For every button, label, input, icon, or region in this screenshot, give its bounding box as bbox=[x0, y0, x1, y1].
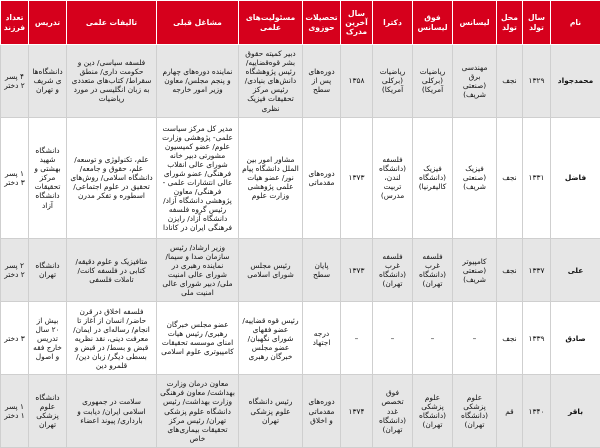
table-row bbox=[1, 117, 600, 238]
cell-publications: متافیزیک و علوم دقیقه/ کتابی در فلسفه کانت/ تاملات فلسفی bbox=[67, 238, 157, 301]
header-teaching: تدریس bbox=[29, 1, 67, 45]
cell-children: ۲ پسر ۲ دختر bbox=[1, 238, 29, 301]
cell-teaching: دانشگاه شهید بهشتی و مرکز تحقیقات دانشگاه آزاد bbox=[29, 117, 67, 238]
cell-last-degree-year: ۱۳۷۳ bbox=[341, 238, 373, 301]
cell-scientific-positions: رئیس قوه قضاییه/ عضو فقهای شورای نگهبان/ عضو مجلس خبرگان رهبری bbox=[239, 302, 303, 375]
cell-last-degree-year: ۱۳۷۳ bbox=[341, 117, 373, 238]
cell-scientific-positions: رئیس مجلس شورای اسلامی bbox=[239, 238, 303, 301]
cell-teaching: دانشگاه علوم پزشکی تهران bbox=[29, 375, 67, 448]
cell-publications: فلسفه اخلاق در قرن حاضر/ انسان از آغاز تا انجام/ رساله‌ای در ایمان/ معرفت دینی، نقد نظریه قبض و بسط/ در قبض و بسطی دیگر/ زبان دین/ قلمرو دین bbox=[67, 302, 157, 375]
cell-children: ۱ پسر ۱ دختر bbox=[1, 375, 29, 448]
cell-name: علی bbox=[551, 238, 600, 301]
cell-master: فلسفه غرب (دانشگاه تهران) bbox=[413, 238, 453, 301]
header-children: تعداد فرزند bbox=[1, 1, 29, 45]
cell-last-degree-year: ۱۳۵۸ bbox=[341, 45, 373, 118]
cell-birthplace: نجف bbox=[497, 45, 523, 118]
cell-seminary: پایان سطح bbox=[303, 238, 341, 301]
table-row bbox=[1, 238, 600, 301]
cell-name: فاضل bbox=[551, 117, 600, 238]
cell-previous-positions: عضو مجلس خبرگان رهبری/ رئیس هیات امنای موسسه تحقیقات کامپیوتری علوم اسلامی bbox=[157, 302, 239, 375]
cell-phd: – bbox=[373, 302, 413, 375]
cell-seminary: دوره‌های مقدماتی و اخلاق bbox=[303, 375, 341, 448]
cell-children: ۳ دختر bbox=[1, 302, 29, 375]
cell-phd: ریاضیات (برکلی آمریکا) bbox=[373, 45, 413, 118]
cell-publications: سلامت در جمهوری اسلامی ایران/ دیابت و بارداری/ پیوند اعضاء bbox=[67, 375, 157, 448]
header-birthplace: محل تولد bbox=[497, 1, 523, 45]
cell-birthplace: نجف bbox=[497, 302, 523, 375]
header-bachelor: لیسانس bbox=[453, 1, 497, 45]
cell-master: – bbox=[413, 302, 453, 375]
cell-name: صادق bbox=[551, 302, 600, 375]
cell-bachelor: کامپیوتر (صنعتی شریف) bbox=[453, 238, 497, 301]
header-master: فوق لیسانس bbox=[413, 1, 453, 45]
cell-birthplace: نجف bbox=[497, 238, 523, 301]
cell-name: محمدجواد bbox=[551, 45, 600, 118]
header-previous-positions: مشاغل قبلی bbox=[157, 1, 239, 45]
cell-seminary: درجه اجتهاد bbox=[303, 302, 341, 375]
cell-teaching: دانشگاه تهران bbox=[29, 238, 67, 301]
cell-previous-positions: مدیر کل مرکز سیاست علمی- پژوهشی وزارت علوم/ عضو کمیسیون مشورتی دبیر خانه شورای عالی انقلاب فرهنگی/ عضو شورای عالی انتشارات علمی - فرهنگی/ معاون پژوهشی دانشگاه آزاد/ رئیس گروه فلسفه دانشگاه آزاد/ رایزن فرهنگی ایران در کانادا bbox=[157, 117, 239, 238]
table-row bbox=[1, 302, 600, 375]
cell-phd: فلسفه غرب (دانشگاه تهران) bbox=[373, 238, 413, 301]
cell-birthplace: نجف bbox=[497, 117, 523, 238]
header-name: نام bbox=[551, 1, 600, 45]
cell-birth-year: ۱۳۳۹ bbox=[523, 302, 551, 375]
cell-last-degree-year: ۱۳۷۴ bbox=[341, 375, 373, 448]
header-publications: تالیفات علمی bbox=[67, 1, 157, 45]
header-row bbox=[1, 1, 600, 45]
cell-master: ریاضیات (برکلی آمریکا) bbox=[413, 45, 453, 118]
table-row bbox=[1, 45, 600, 118]
cell-teaching: بیش از ۲۰ سال تدریس خارج فقه و اصول bbox=[29, 302, 67, 375]
cell-bachelor: مهندسی برق (صنعتی شریف) bbox=[453, 45, 497, 118]
cell-scientific-positions: رئیس دانشگاه علوم پزشکی تهران bbox=[239, 375, 303, 448]
cell-phd: فوق تخصص غدد (دانشگاه تهران) bbox=[373, 375, 413, 448]
cell-phd: فلسفه (دانشگاه لندن، تربیت مدرس) bbox=[373, 117, 413, 238]
cell-master: علوم پزشکی (دانشگاه تهران) bbox=[413, 375, 453, 448]
cell-publications: علم، تکنولوژی و توسعه/ علم، حقوق و جامعه/ دانشگاه اسلامی/ روش‌های تحقیق در علوم اجتماعی/ اسطوره و تفکر مدرن bbox=[67, 117, 157, 238]
cell-scientific-positions: مشاور امور بین الملل دانشگاه پیام نور/ عضو هیات علمی پژوهشی وزارت علوم bbox=[239, 117, 303, 238]
cell-birth-year: ۱۳۴۰ bbox=[523, 375, 551, 448]
cell-master: فیزیک (دانشگاه کالیفرنیا) bbox=[413, 117, 453, 238]
cell-birth-year: ۱۳۳۱ bbox=[523, 117, 551, 238]
cell-bachelor: علوم پزشکی (دانشگاه تهران) bbox=[453, 375, 497, 448]
cell-teaching: دانشگاه‌های شریف و تهران bbox=[29, 45, 67, 118]
header-birth-year: سال تولد bbox=[523, 1, 551, 45]
cell-children: ۱ پسر ۳ دختر bbox=[1, 117, 29, 238]
cell-publications: فلسفه سیاسی/ دین و حکومت داری/ منطق سقراط/ کتاب‌های متعددی به زبان انگلیسی در مورد ریاضیات bbox=[67, 45, 157, 118]
cell-children: ۴ پسر ۲ دختر bbox=[1, 45, 29, 118]
header-seminary: تحصیلات حوزوی bbox=[303, 1, 341, 45]
cell-bachelor: – bbox=[453, 302, 497, 375]
cell-previous-positions: نماینده دوره‌های چهارم و پنجم مجلس/ معاون وزیر امور خارجه bbox=[157, 45, 239, 118]
cell-seminary: دوره‌های مقدماتی bbox=[303, 117, 341, 238]
table-row bbox=[1, 375, 600, 448]
header-scientific-positions: مسئولیت‌های علمی bbox=[239, 1, 303, 45]
cell-last-degree-year: – bbox=[341, 302, 373, 375]
cell-previous-positions: معاون درمان وزارت بهداشت/ معاون فرهنگی وزارت بهداشت/ رئیس دانشگاه علوم پزشکی تهران/ رئیس مرکز تحقیقات بیماری‌های خاص bbox=[157, 375, 239, 448]
cell-birth-year: ۱۳۲۹ bbox=[523, 45, 551, 118]
cell-bachelor: فیزیک (صنعتی شریف) bbox=[453, 117, 497, 238]
cell-previous-positions: وزیر ارشاد/ رئیس سازمان صدا و سیما/ نماینده رهبری در شورای عالی امنیت ملی/ دبیر شورای عالی امنیت ملی bbox=[157, 238, 239, 301]
cell-scientific-positions: دبیر کمیته حقوق بشر قوه‌قضاییه/ رئیس پژوهشگاه دانش‌های بنیادی/ رئیس مرکز تحقیقات فیزیک نظری bbox=[239, 45, 303, 118]
header-last-degree-year: سال آخرین مدرک bbox=[341, 1, 373, 45]
cell-seminary: دوره‌های پس از سطح bbox=[303, 45, 341, 118]
cell-name: باقر bbox=[551, 375, 600, 448]
header-phd: دکترا bbox=[373, 1, 413, 45]
cell-birthplace: قم bbox=[497, 375, 523, 448]
cell-birth-year: ۱۳۳۷ bbox=[523, 238, 551, 301]
